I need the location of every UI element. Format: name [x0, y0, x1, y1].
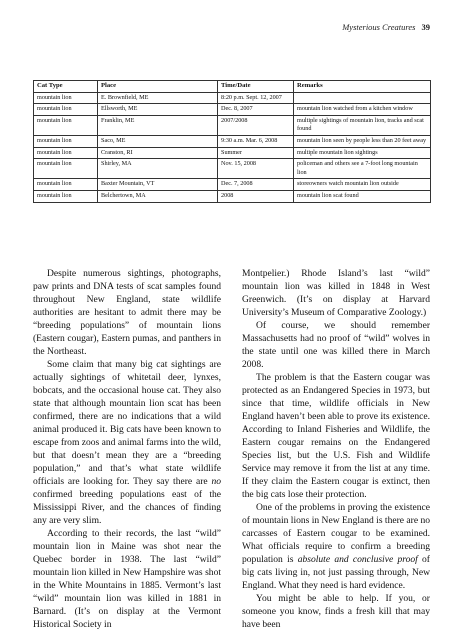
paragraph-text: of big cats living in, not just passing through, New England. What they need is hard evidence.: [242, 554, 430, 591]
emphasis-text: no: [211, 476, 221, 487]
paragraph: Montpelier.) Rhode Island’s last “wild” mountain lion was killed in 1848 in West Greenwich. (It’s on display at Harvard University’s Museum of Comparative Zoology.): [242, 268, 430, 318]
table-row: [34, 92, 431, 104]
table-cell: Saco, ME: [98, 135, 218, 147]
column-header: Place: [98, 81, 218, 93]
table-cell: Nov. 15, 2008: [218, 159, 294, 179]
table-cell: E. Brownfield, ME: [98, 92, 218, 104]
left-text-column: [33, 267, 221, 631]
table-cell: mountain lion: [34, 104, 98, 116]
column-header: Time/Date: [218, 81, 294, 93]
table-cell: Dec. 8, 2007: [218, 104, 294, 116]
table-cell: Belchertown, MA: [98, 190, 218, 202]
table-cell: Dec. 7, 2008: [218, 179, 294, 191]
table-row: [34, 104, 431, 116]
table-cell: multiple mountain lion sightings: [294, 147, 431, 159]
paragraph-text: Some claim that many big cat sightings are actually sightings of whitetail deer, lynxes, bobcats, and the occasional house cat. They also state that although mountain lion scat has been confirmed, there are no indications that a wild animal produced it. Big cats have been known to escape from zoos and animal farms into the wild, but that doesn’t mean they are a “breeding population,” and that’s what state wildlife officials are looking for. They say there are: [33, 359, 221, 487]
table-cell: 2008: [218, 190, 294, 202]
table-cell: multiple sightings of mountain lion, tracks and scat found: [294, 115, 431, 135]
running-title: Mysterious Creatures: [342, 22, 416, 32]
column-header: Remarks: [294, 81, 431, 93]
paragraph: According to their records, the last “wild” mountain lion in Maine was shot near the Quebec border in 1938. The last “wild” mountain lion killed in New Hampshire was shot in the White Mountains in 1885. Vermont’s last “wild” mountain lion was killed in 1881 in Barnard. (It’s on display at the Vermont Historical Society in: [33, 528, 221, 630]
table-cell: mountain lion: [34, 159, 98, 179]
table-header-row: [34, 81, 431, 93]
table-cell: storeowners watch mountain lion outside: [294, 179, 431, 191]
table-cell: Summer: [218, 147, 294, 159]
table-cell: Ellsworth, ME: [98, 104, 218, 116]
table-row: [34, 159, 431, 179]
table-row: [34, 147, 431, 159]
paragraph-text: One of the problems in proving the existence of mountain lions in New England is there are no carcasses of Eastern cougar to be examined. What officials require to confirm a breeding population is: [242, 502, 430, 565]
right-text-column: [242, 267, 430, 631]
page-number: 39: [421, 22, 430, 32]
table-cell: mountain lion: [34, 92, 98, 104]
table-row: [34, 179, 431, 191]
running-header: [342, 22, 430, 32]
sightings-table: [33, 80, 431, 203]
table-cell: mountain lion: [34, 190, 98, 202]
table-row: [34, 190, 431, 202]
paragraph: Of course, we should remember Massachusetts had no proof of “wild” wolves in the state until one was killed there in March 2008.: [242, 320, 430, 370]
paragraph: The problem is that the Eastern cougar was protected as an Endangered Species in 1973, but since that time, wildlife officials in New England haven’t been able to prove its existence. According to Inland Fisheries and Wildlife, the Eastern cougar remains on the Endangered Species list, but the U.S. Fish and Wildlife Service may remove it from the list at any time. If they claim the Eastern cougar is extinct, then the big cats lose their protection.: [242, 372, 430, 500]
table-cell: mountain lion: [34, 147, 98, 159]
table-cell: mountain lion watched from a kitchen window: [294, 104, 431, 116]
table-cell: 9:30 a.m. Mar. 6, 2008: [218, 135, 294, 147]
table-cell: mountain lion: [34, 135, 98, 147]
table-row: [34, 115, 431, 135]
table-cell: policeman and others see a 7-foot long mountain lion: [294, 159, 431, 179]
emphasis-text: absolute and conclusive proof: [297, 554, 418, 565]
paragraph: Despite numerous sightings, photographs, paw prints and DNA tests of scat samples found throughout New England, state wildlife authorities are hesitant to admit there may be “breeding populations” of mountain lions (Eastern cougar), Eastern pumas, and panthers in the Northeast.: [33, 268, 221, 357]
table-cell: mountain lion: [34, 179, 98, 191]
paragraph: [33, 358, 221, 527]
table-cell: [294, 92, 431, 104]
table-cell: 2007/2008: [218, 115, 294, 135]
table-cell: mountain lion scat found: [294, 190, 431, 202]
table-cell: Shirley, MA: [98, 159, 218, 179]
table-cell: Franklin, ME: [98, 115, 218, 135]
paragraph: [242, 501, 430, 592]
table-cell: 8:20 p.m. Sept. 12, 2007: [218, 92, 294, 104]
table-cell: mountain lion: [34, 115, 98, 135]
column-header: Cat Type: [34, 81, 98, 93]
paragraph-text: confirmed breeding populations east of the Mississippi River, and the chances of finding any are very slim.: [33, 489, 221, 526]
table-cell: mountain lion seen by people less than 20 feet away: [294, 135, 431, 147]
table-row: [34, 135, 431, 147]
paragraph: You might be able to help. If you, or someone you know, finds a fresh kill that may have been: [242, 593, 430, 630]
table-cell: Cranston, RI: [98, 147, 218, 159]
table-cell: Baxter Mountain, VT: [98, 179, 218, 191]
